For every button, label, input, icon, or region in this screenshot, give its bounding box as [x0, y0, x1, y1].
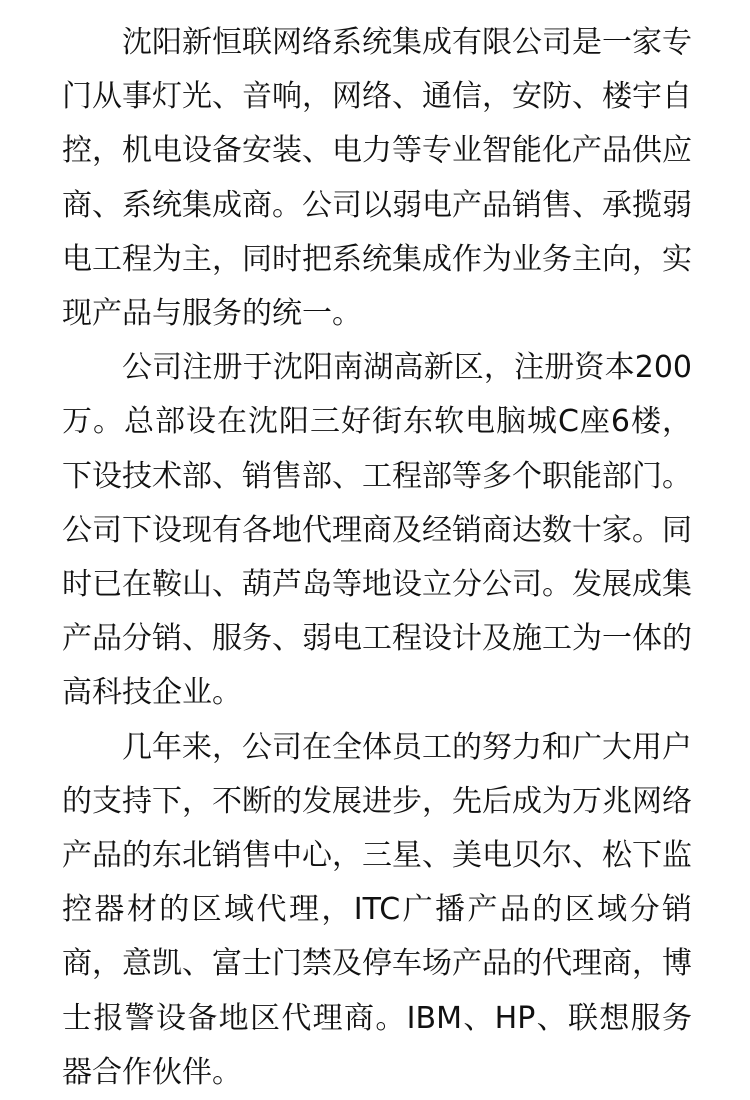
paragraph-partnerships: 几年来，公司在全体员工的努力和广大用户的支持下，不断的发展进步，先后成为万兆网络产品的东北销售中心，三星、美电贝尔、松下监控器材的区域代理，ITC广播产品的区域分销商，意凯、富士门禁及停车场产品的代理商，博士报警设备地区代理商。IBM、HP、联想服务器合作伙伴。	[62, 729, 692, 1090]
document-body	[62, 16, 692, 1100]
paragraph-registration-structure: 公司注册于沈阳南湖高新区，注册资本200万。总部设在沈阳三好街东软电脑城C座6楼，下设技术部、销售部、工程部等多个职能部门。公司下设现有各地代理商及经销商达数十家。同时已在鞍山、葫芦岛等地设立分公司。发展成集产品分销、服务、弱电工程设计及施工为一体的高科技企业。	[62, 350, 692, 711]
paragraph-company-intro: 沈阳新恒联网络系统集成有限公司是一家专门从事灯光、音响，网络、通信，安防、楼宇自控，机电设备安装、电力等专业智能化产品供应商、系统集成商。公司以弱电产品销售、承揽弱电工程为主，同时把系统集成作为业务主向，实现产品与服务的统一。	[62, 25, 692, 332]
